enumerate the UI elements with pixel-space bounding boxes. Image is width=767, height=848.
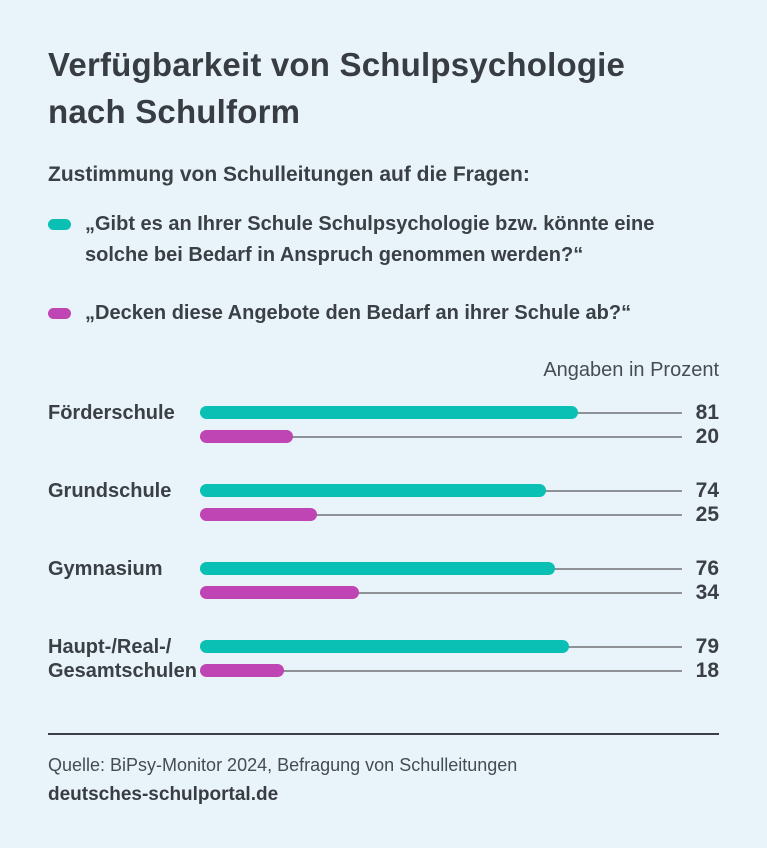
legend [48,209,719,329]
bar-row [200,659,719,683]
bar-row [200,557,719,581]
bar-row [200,581,719,605]
bar-value: 79 [695,634,719,658]
chart-group-foerderschule [48,401,719,449]
bar-row [200,479,719,503]
bar-row [200,401,719,425]
website-name: deutsches-schulportal.de [48,783,279,805]
bar-row [200,425,719,449]
bar-value: 34 [695,580,719,604]
page-title: Verfügbarkeit von Schulpsychologie nach Schulform [48,46,626,130]
chart-group-gymnasium [48,557,719,605]
bar-coverage [200,664,284,677]
chart-group-haupt-real-gesamtschulen [48,635,719,683]
bar-coverage [200,586,359,599]
bar-value: 25 [695,502,719,526]
category-label: Gymnasium [48,557,163,580]
footer-divider [48,733,719,735]
bar-availability [200,484,546,497]
bar-availability [200,640,569,653]
legend-item-availability [48,209,719,271]
category-label: Haupt-/Real-/ Gesamtschulen [48,635,197,682]
bar-chart [48,401,719,683]
chart-group-grundschule [48,479,719,527]
legend-bullet-teal-icon [48,219,71,230]
bar-value: 81 [695,400,719,424]
bar-value: 18 [695,658,719,682]
bar-value: 76 [695,556,719,580]
legend-label: „Decken diese Angebote den Bedarf an ihrer Schule ab?“ [85,301,632,324]
legend-label: „Gibt es an Ihrer Schule Schulpsychologie bzw. könnte eine solche bei Bedarf in Anspruch genommen werden?“ [85,212,655,266]
bar-row [200,635,719,659]
category-label: Grundschule [48,479,172,502]
legend-item-coverage [48,298,719,329]
bar-row [200,503,719,527]
bar-value: 20 [695,424,719,448]
bar-availability [200,406,578,419]
bar-coverage [200,430,293,443]
bar-availability [200,562,555,575]
bar-value: 74 [695,478,719,502]
legend-bullet-magenta-icon [48,308,71,319]
category-label: Förderschule [48,401,175,424]
subtitle: Zustimmung von Schulleitungen auf die Fragen: [48,162,530,186]
bar-coverage [200,508,317,521]
unit-note: Angaben in Prozent [543,358,719,381]
source-note: Quelle: BiPsy-Monitor 2024, Befragung von Schulleitungen [48,754,518,775]
